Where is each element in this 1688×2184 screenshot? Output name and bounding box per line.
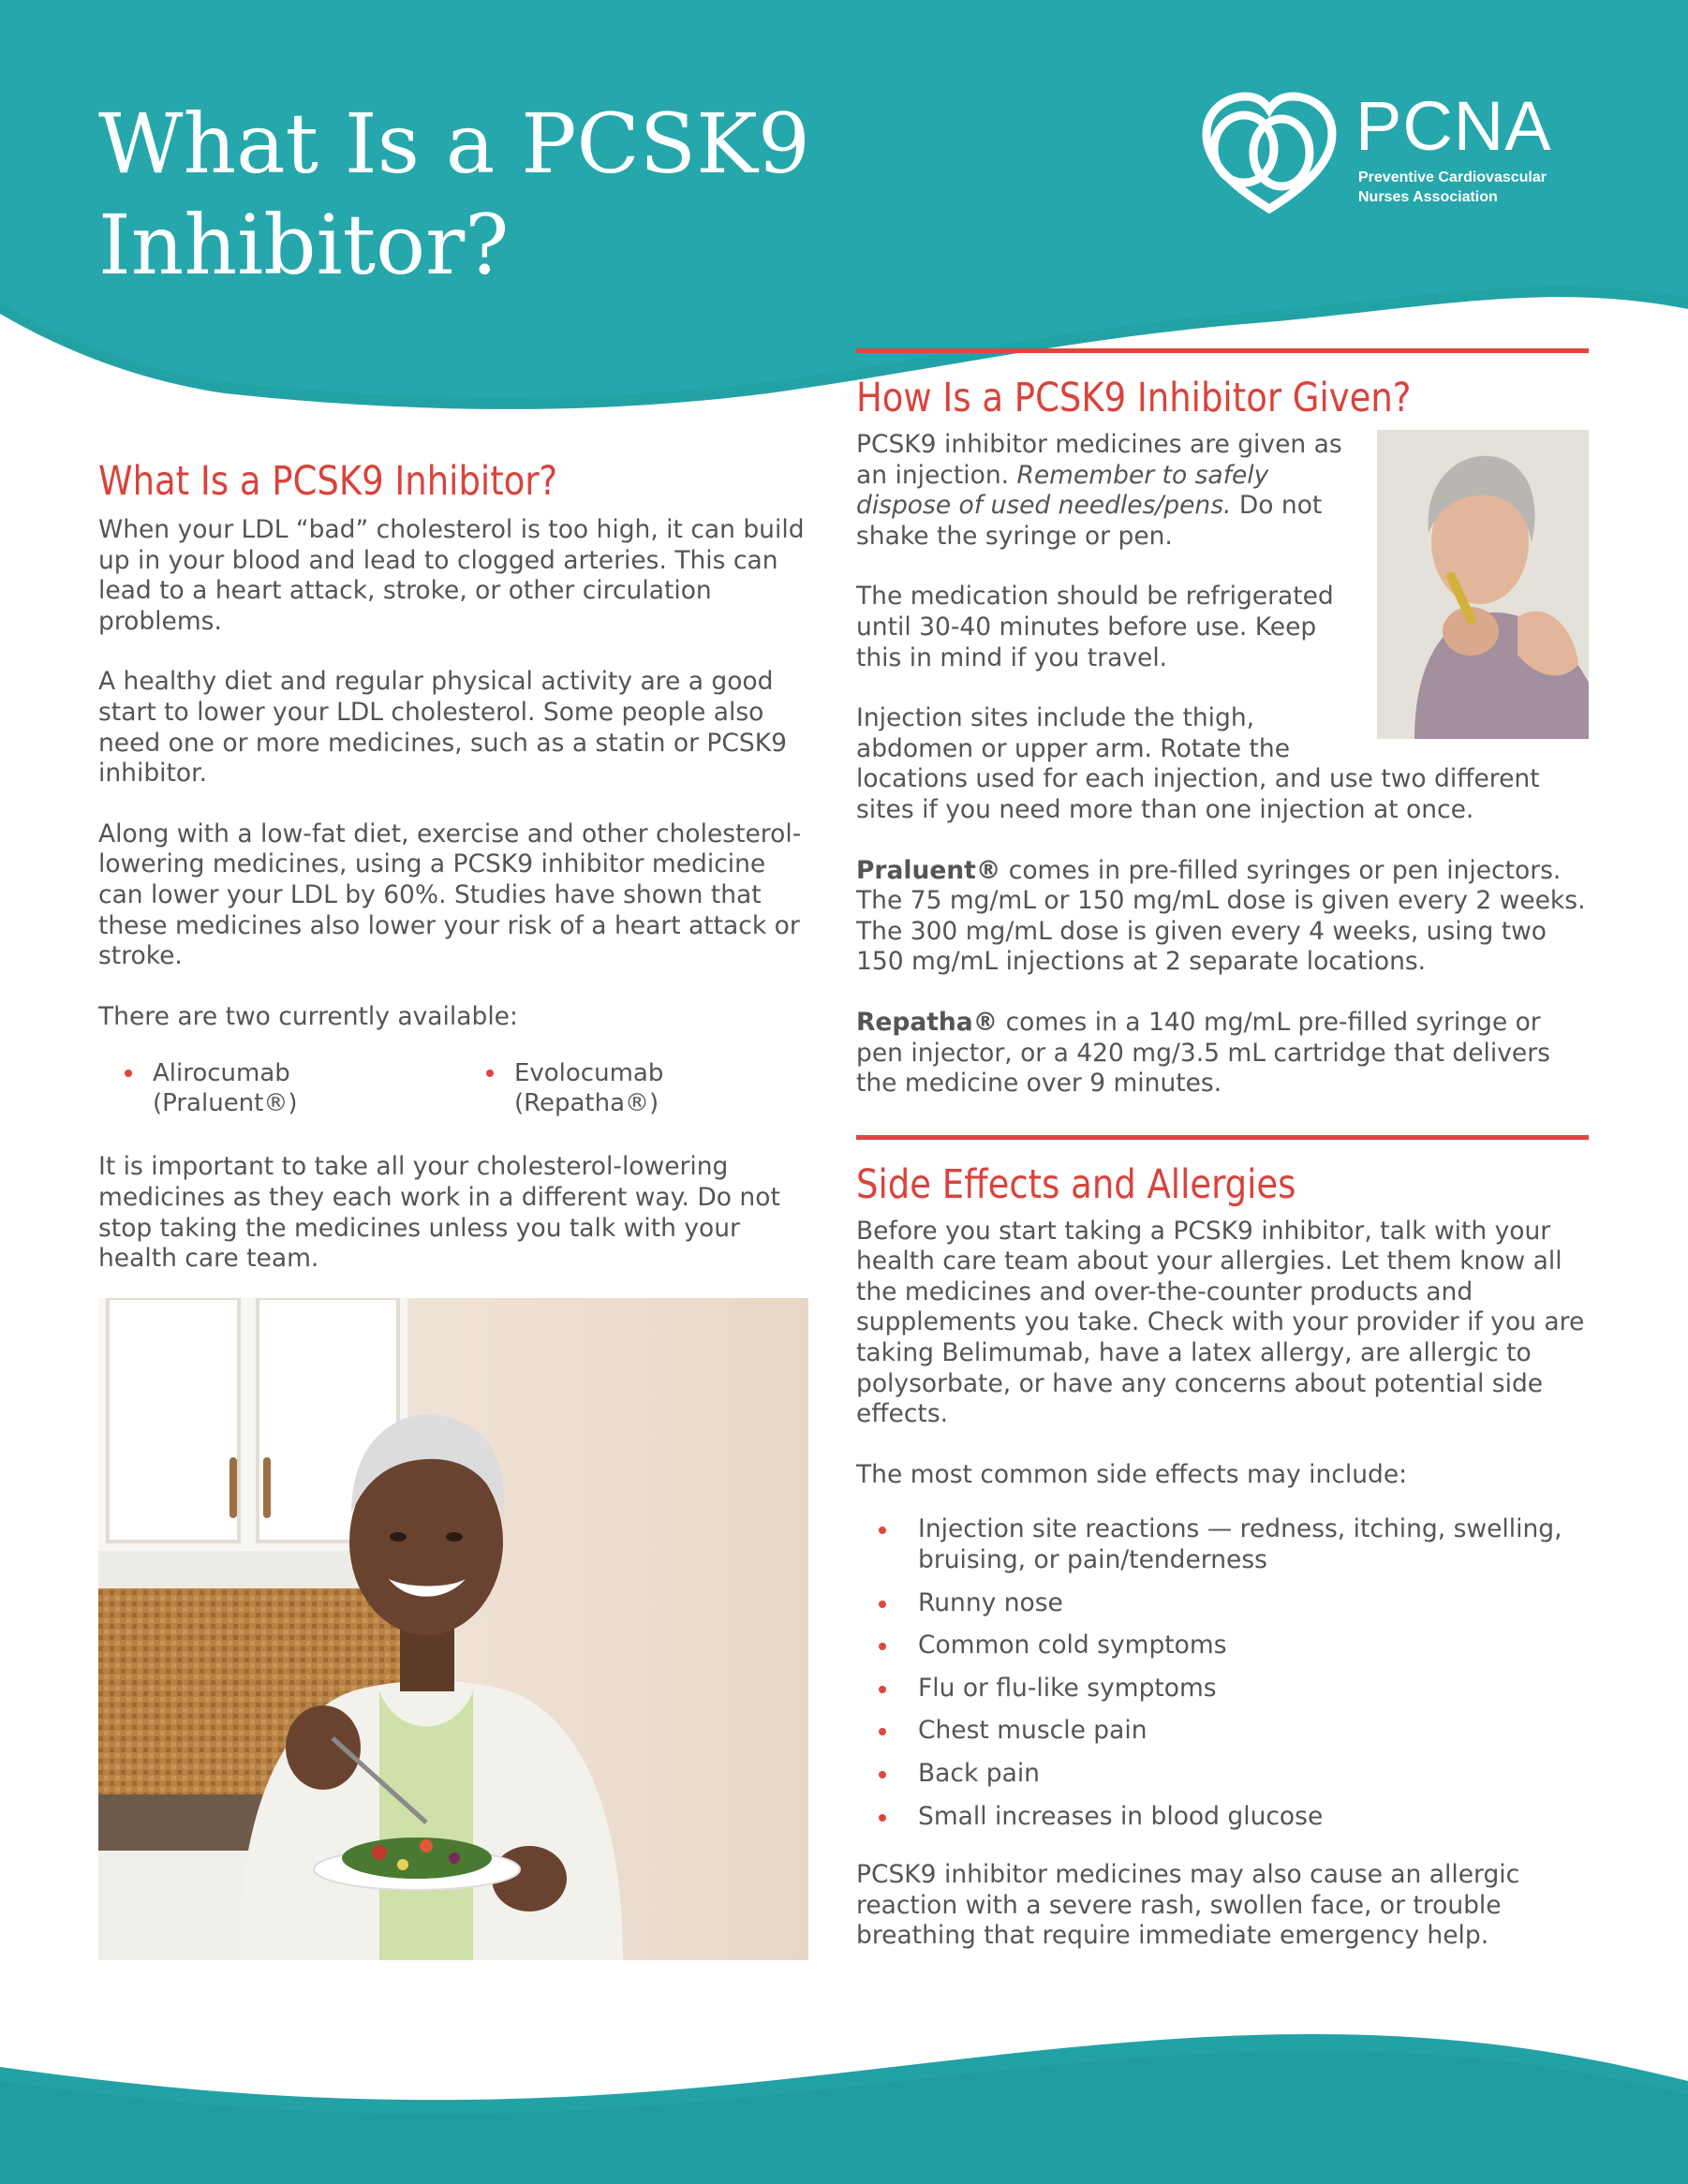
section-heading-how-given: How Is a PCSK9 Inhibitor Given? <box>856 375 1412 421</box>
title-line-1: What Is a PCSK9 <box>98 96 810 192</box>
section-heading-side-effects: Side Effects and Allergies <box>856 1160 1296 1208</box>
bullet-icon <box>879 1686 886 1693</box>
paragraph-repatha: Repatha® comes in a 140 mg/mL pre-filled syringe or pen injector, or a 420 mg/3.5 mL cartridge that delivers the medicine over 9 minutes. <box>856 1007 1550 1099</box>
list-item: Back pain <box>879 1759 1589 1790</box>
logo-subtitle: Preventive Cardiovascular Nurses Association <box>1358 170 1547 205</box>
woman-injecting-photo <box>1377 430 1589 739</box>
bullet-icon <box>125 1070 132 1077</box>
paragraph-refrigerate: The medication should be refrigerated until 30-40 minutes before use. Keep this in mind if you travel. <box>856 582 1334 672</box>
paragraph-lowers-ldl: Along with a low-fat diet, exercise and other cholesterol-lowering medicines, using a PCSK9 inhibitor medicine can lower your LDL by 60%. Studies have shown that these medicines also lower your risk of a heart attack or stroke. <box>98 819 802 971</box>
paragraph-injection: PCSK9 inhibitor medicines are given as an injection. Remember to safely dispose of used needles/pens. Do not shake the syringe or pen. <box>856 430 1342 551</box>
paragraph-ldl-risk: When your LDL “bad” cholesterol is too high, it can build up in your blood and lead to clogged arteries. This can lead to a heart attack, stroke, or other circulation problems. <box>98 515 805 636</box>
list-item: Chest muscle pain <box>879 1716 1589 1747</box>
logo-wordmark: PCNA <box>1355 87 1552 165</box>
section-heading-what-is: What Is a PCSK9 Inhibitor? <box>98 458 558 505</box>
list-item: Injection site reactions — redness, itching, swelling, bruising, or pain/tenderness <box>879 1514 1589 1575</box>
list-item: Flu or flu-like symptoms <box>879 1674 1589 1704</box>
paragraph-keep-taking: It is important to take all your cholesterol-lowering medicines as they each work in a different way. Do not stop taking the medicines unless you talk with your health care team. <box>98 1152 780 1274</box>
footer-wave <box>0 1978 1688 2184</box>
bullet-icon <box>879 1527 886 1534</box>
paragraph-praluent: Praluent® comes in pre-filled syringes or pen injectors. The 75 mg/mL or 150 mg/mL dose is given every 2 weeks. The 300 mg/mL dose is given every 4 weeks, using two 150 mg/mL injections at 2 separate locations. <box>856 855 1586 977</box>
praluent-name: Praluent® <box>856 855 1001 885</box>
woman-eating-salad-photo <box>98 1298 808 1960</box>
page-title <box>98 94 941 296</box>
pcna-logo <box>1190 89 1583 220</box>
heart-rings-icon <box>1190 89 1349 220</box>
side-effects-list <box>879 1514 1589 1832</box>
paragraph-two-available: There are two currently available: <box>98 1001 518 1031</box>
left-column <box>98 457 810 1275</box>
paragraph-allergies: Before you start taking a PCSK9 inhibitor, talk with your health care team about your allergies. Let them know all the medicines and over-the-counter products and supplements you take. Check with your provider if you are taking Belimumab, have a latex allergy, are allergic to polysorbate, or have any concerns about potential side effects. <box>856 1216 1585 1429</box>
paragraph-injection-sites: Injection sites include the thigh, abdomen or upper arm. Rotate the locations used for each injection, and use two different sites if you need more than one injection at once. <box>856 703 1540 824</box>
title-line-2: Inhibitor? <box>98 197 510 293</box>
right-column <box>856 348 1589 1952</box>
list-item: Common cold symptoms <box>879 1631 1589 1661</box>
paragraph-diet-medicines: A healthy diet and regular physical activity are a good start to lower your LDL cholesterol. Some people also need one or more medicines, such as a statin or PCSK9 inhibitor. <box>98 667 787 789</box>
bullet-icon <box>879 1643 886 1650</box>
drug-list <box>125 1058 810 1118</box>
list-item: Small increases in blood glucose <box>879 1802 1589 1833</box>
paragraph-allergic-reaction: PCSK9 inhibitor medicines may also cause an allergic reaction with a severe rash, swollen face, or trouble breathing that require immediate emergency help. <box>856 1860 1520 1951</box>
bullet-icon <box>879 1728 886 1735</box>
paragraph-common-effects: The most common side effects may include: <box>856 1459 1408 1489</box>
list-item: Evolocumab (Repatha®) <box>486 1058 810 1118</box>
bullet-icon <box>879 1771 886 1778</box>
repatha-name: Repatha® <box>856 1007 999 1037</box>
bullet-icon <box>879 1601 886 1608</box>
bullet-icon <box>879 1814 886 1822</box>
list-item: Alirocumab (Praluent®) <box>125 1058 437 1118</box>
bullet-icon <box>486 1070 494 1077</box>
list-item: Runny nose <box>879 1588 1589 1619</box>
